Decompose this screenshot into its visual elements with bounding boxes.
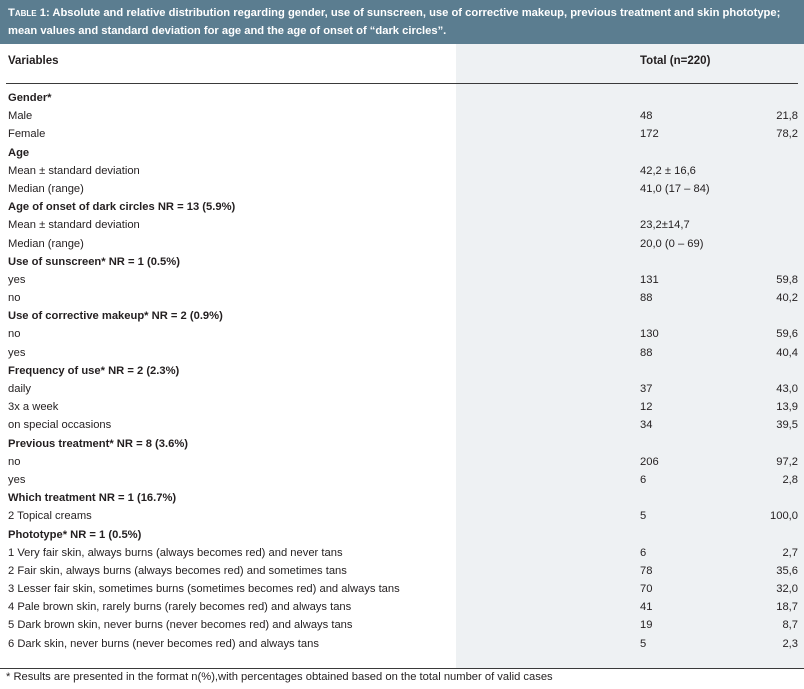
- row-label: 5 Dark brown skin, never burns (never becomes red) and always tans: [8, 619, 353, 632]
- row-label: 3x a week: [8, 401, 59, 414]
- table-row: [0, 416, 804, 434]
- percent-cell: 39,5: [776, 419, 798, 432]
- percent-cell: 2,8: [782, 473, 798, 486]
- table-row: [0, 598, 804, 616]
- table-row: [0, 125, 804, 143]
- table-row: [0, 453, 804, 471]
- table-row: [0, 380, 804, 398]
- table-row: [0, 635, 804, 653]
- row-label: 4 Pale brown skin, rarely burns (rarely becomes red) and always tans: [8, 601, 352, 614]
- percent-cell: 40,2: [776, 292, 798, 305]
- table-row: [0, 162, 804, 180]
- percent-cell: 32,0: [776, 583, 798, 596]
- count-cell: 6: [640, 473, 647, 486]
- row-label: no: [8, 292, 21, 305]
- percent-cell: 18,7: [776, 601, 798, 614]
- table-row: [0, 235, 804, 253]
- section-row: [0, 198, 804, 216]
- percent-cell: 8,7: [782, 619, 798, 632]
- section-label: Phototype* NR = 1 (0.5%): [8, 528, 142, 541]
- row-label: Median (range): [8, 237, 84, 250]
- table-row: [0, 271, 804, 289]
- count-cell: 5: [640, 510, 647, 523]
- table-row: [0, 616, 804, 634]
- row-label: Male: [8, 110, 33, 123]
- table-row: [0, 344, 804, 362]
- section-row: [0, 253, 804, 271]
- section-row: [0, 307, 804, 325]
- section-label: Frequency of use* NR = 2 (2.3%): [8, 364, 180, 377]
- section-row: [0, 526, 804, 544]
- count-cell: 20,0 (0 – 69): [640, 237, 704, 250]
- section-label: Use of corrective makeup* NR = 2 (0.9%): [8, 310, 223, 323]
- percent-cell: 35,6: [776, 564, 798, 577]
- row-label: yes: [8, 346, 26, 359]
- count-cell: 42,2 ± 16,6: [640, 164, 696, 177]
- table-row: [0, 507, 804, 525]
- percent-cell: 59,8: [776, 273, 798, 286]
- row-label: Mean ± standard deviation: [8, 164, 140, 177]
- table-body: [0, 89, 804, 653]
- row-label: Female: [8, 128, 46, 141]
- caption-text: Absolute and relative distribution regarding gender, use of sunscreen, use of corrective makeup, previous treatment and skin phototype; mean values and standard deviation for age and the age of onset of “dark circles”.: [8, 7, 781, 37]
- percent-cell: 2,3: [782, 637, 798, 650]
- row-label: on special occasions: [8, 419, 112, 432]
- section-row: [0, 144, 804, 162]
- count-cell: 6: [640, 546, 647, 559]
- row-label: 2 Fair skin, always burns (always becomes red) and sometimes tans: [8, 564, 347, 577]
- percent-cell: 59,6: [776, 328, 798, 341]
- section-label: Which treatment NR = 1 (16.7%): [8, 492, 177, 505]
- count-cell: 70: [640, 583, 653, 596]
- row-label: 6 Dark skin, never burns (never becomes red) and always tans: [8, 637, 319, 650]
- section-row: [0, 489, 804, 507]
- count-cell: 172: [640, 128, 659, 141]
- section-row: [0, 362, 804, 380]
- row-label: no: [8, 455, 21, 468]
- count-cell: 41: [640, 601, 653, 614]
- table-footnote: * Results are presented in the format n(%),with percentages obtained based on the total number of valid cases: [6, 671, 553, 683]
- count-cell: 34: [640, 419, 653, 432]
- count-cell: 12: [640, 401, 653, 414]
- row-label: 1 Very fair skin, always burns (always becomes red) and never tans: [8, 546, 343, 559]
- row-label: Mean ± standard deviation: [8, 219, 140, 232]
- table-row: [0, 107, 804, 125]
- section-row: [0, 89, 804, 107]
- header-rule-left: [6, 83, 456, 84]
- table-row: [0, 216, 804, 234]
- row-label: no: [8, 328, 21, 341]
- section-label: Gender*: [8, 92, 52, 104]
- row-label: yes: [8, 273, 26, 286]
- percent-cell: 21,8: [776, 110, 798, 123]
- table-row: [0, 471, 804, 489]
- row-label: 2 Topical creams: [8, 510, 92, 523]
- count-cell: 88: [640, 292, 653, 305]
- percent-cell: 40,4: [776, 346, 798, 359]
- count-cell: 5: [640, 637, 647, 650]
- table-row: [0, 562, 804, 580]
- section-label: Previous treatment* NR = 8 (3.6%): [8, 437, 188, 450]
- count-cell: 48: [640, 110, 653, 123]
- table-caption: [0, 0, 804, 44]
- row-label: 3 Lesser fair skin, sometimes burns (sometimes becomes red) and always tans: [8, 583, 400, 596]
- percent-cell: 13,9: [776, 401, 798, 414]
- percent-cell: 78,2: [776, 128, 798, 141]
- count-cell: 23,2±14,7: [640, 219, 690, 232]
- data-table: [0, 44, 804, 668]
- count-cell: 206: [640, 455, 659, 468]
- row-label: yes: [8, 473, 26, 486]
- caption-label: Table 1:: [8, 7, 50, 19]
- percent-cell: 43,0: [776, 383, 798, 395]
- percent-cell: 2,7: [782, 546, 798, 559]
- header-rule-right: [456, 83, 798, 84]
- section-row: [0, 435, 804, 453]
- count-cell: 37: [640, 383, 653, 395]
- percent-cell: 97,2: [776, 455, 798, 468]
- header-variables: Variables: [8, 55, 59, 67]
- count-cell: 41,0 (17 – 84): [640, 182, 710, 195]
- table-row: [0, 325, 804, 343]
- count-cell: 130: [640, 328, 659, 341]
- section-label: Age: [8, 146, 30, 159]
- count-cell: 19: [640, 619, 653, 632]
- table-header-row: [0, 44, 804, 83]
- table-row: [0, 398, 804, 416]
- row-label: Median (range): [8, 182, 84, 195]
- count-cell: 88: [640, 346, 653, 359]
- header-total: Total (n=220): [640, 55, 711, 67]
- table-row: [0, 289, 804, 307]
- section-label: Age of onset of dark circles NR = 13 (5.9%): [8, 201, 236, 214]
- table-row: [0, 580, 804, 598]
- section-label: Use of sunscreen* NR = 1 (0.5%): [8, 255, 180, 268]
- row-label: daily: [8, 383, 32, 395]
- percent-cell: 100,0: [770, 510, 798, 523]
- table-row: [0, 544, 804, 562]
- count-cell: 131: [640, 273, 659, 286]
- count-cell: 78: [640, 564, 653, 577]
- table-row: [0, 180, 804, 198]
